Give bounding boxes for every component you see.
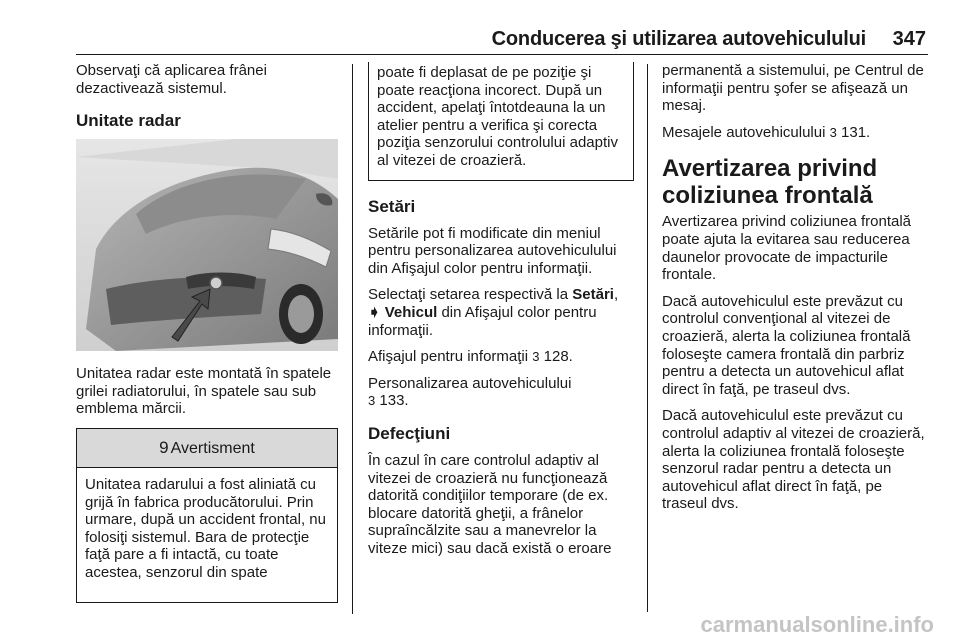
- column-divider-right: [647, 64, 648, 612]
- settings-paragraph-3: [368, 348, 634, 366]
- watermark: carmanualsonline.info: [700, 612, 934, 637]
- fcw-paragraph-3: Dacă autovehiculul este prevăzut cu controlul adaptiv al vitezei de croazieră, alerta la coliziunea frontală foloseşte senzorul radar pentru a detecta un autovehicul aflat direct în faţă, pe traseul dvs.: [662, 407, 925, 513]
- xref-info-display-page: 128.: [539, 348, 573, 366]
- heading-radar-unit: Unitate radar: [76, 111, 181, 131]
- xref-personalization-page: 133.: [375, 392, 409, 410]
- menu-path-vehicul: Vehicul: [384, 303, 438, 321]
- settings-p2-separator: ,: [613, 286, 619, 304]
- warning-text: Unitatea radarului a fost aliniată cu grijă în fabrica producătorului. Prin urmare, după un accident frontal, nu folosiţi sistemul. Bara de protecţie faţă pare a fi intactă, cu toate acestea, senzorul din spate: [85, 475, 326, 581]
- heading-faults: Defecţiuni: [368, 423, 451, 443]
- running-header-title: Conducerea şi utilizarea autovehiculului: [491, 28, 866, 50]
- xref-messages-page: 131.: [836, 123, 871, 141]
- xref-info-display-text: Afişajul pentru informaţii: [368, 348, 533, 366]
- page-reference-arrow-icon: 3: [532, 349, 540, 365]
- column-1: [76, 62, 338, 603]
- radar-unit-car-photo: [76, 139, 338, 351]
- warning-title: Avertisment: [170, 439, 255, 457]
- radar-location-text: Unitatea radar este montată în spatele grilei radiatorului, în spatele sau sub emblema mărcii.: [76, 365, 332, 418]
- warning-header: [77, 429, 337, 468]
- settings-paragraph-4: [368, 375, 634, 410]
- column-3: [662, 62, 930, 522]
- warning-box-continued: poate fi deplasat de pe poziţie şi poate reacţiona incorect. După un accident, apelaţi întotdeauna la un atelier pentru a verifica şi corecta poziţia senzorului controlului adaptiv al vitezei de croazieră.: [368, 62, 634, 181]
- settings-p2-text-d: din Afişajul color pentru informaţii.: [368, 303, 597, 339]
- heading-forward-collision-alert: Avertizarea privind coliziunea frontală: [662, 155, 878, 210]
- page-reference-arrow-icon: 3: [829, 124, 837, 140]
- warning-box: [76, 428, 338, 603]
- warning-triangle-icon: 9: [159, 437, 169, 457]
- vehicle-messages-xref: [662, 124, 930, 142]
- fcw-paragraph-2: Dacă autovehiculul este prevăzut cu controlul convenţional al vitezei de croazieră, alerta la coliziunea frontală foloseşte camera frontală din parbriz pentru a detecta un autovehicul aflat direct în faţă, pe traseul dvs.: [662, 292, 911, 398]
- fcw-paragraph-1: Avertizarea privind coliziunea frontală poate ajuta la evitarea sau reducerea daunelor provocate de impacturile frontale.: [662, 213, 912, 284]
- xref-personalization-text: Personalizarea autovehiculului: [368, 374, 572, 392]
- faults-continued-paragraph: permanentă a sistemului, pe Centrul de informaţii pentru şofer se afişează un mesaj.: [662, 62, 924, 115]
- column-divider-left: [352, 64, 353, 614]
- menu-arrow-icon: ➧: [368, 303, 381, 321]
- settings-p2-text-a: Selectaţi setarea respectivă la: [368, 286, 573, 304]
- page-reference-arrow-icon: 3: [368, 393, 376, 409]
- heading-settings: Setări: [368, 196, 416, 216]
- settings-paragraph-2: [368, 286, 634, 339]
- xref-messages-text: Mesajele autovehiculului: [662, 123, 830, 141]
- column-2: [368, 62, 634, 566]
- settings-paragraph-1: Setările pot fi modificate din meniul pentru personalizarea autovehiculului din Afişajul color pentru informaţii.: [368, 224, 617, 277]
- menu-path-setari: Setări: [572, 286, 614, 304]
- faults-paragraph: În cazul în care controlul adaptiv al vitezei de croazieră nu funcţionează datorită condiţiilor temporare (de ex. blocare datorită gheţii, a frânelor supraîncălzite sau a manevrelor la viteze mici) sau dacă există o eroare: [368, 451, 612, 557]
- header-divider: [76, 54, 928, 55]
- intro-paragraph: Observaţi că aplicarea frânei dezactivează sistemul.: [76, 62, 267, 97]
- page-number: 347: [892, 28, 926, 50]
